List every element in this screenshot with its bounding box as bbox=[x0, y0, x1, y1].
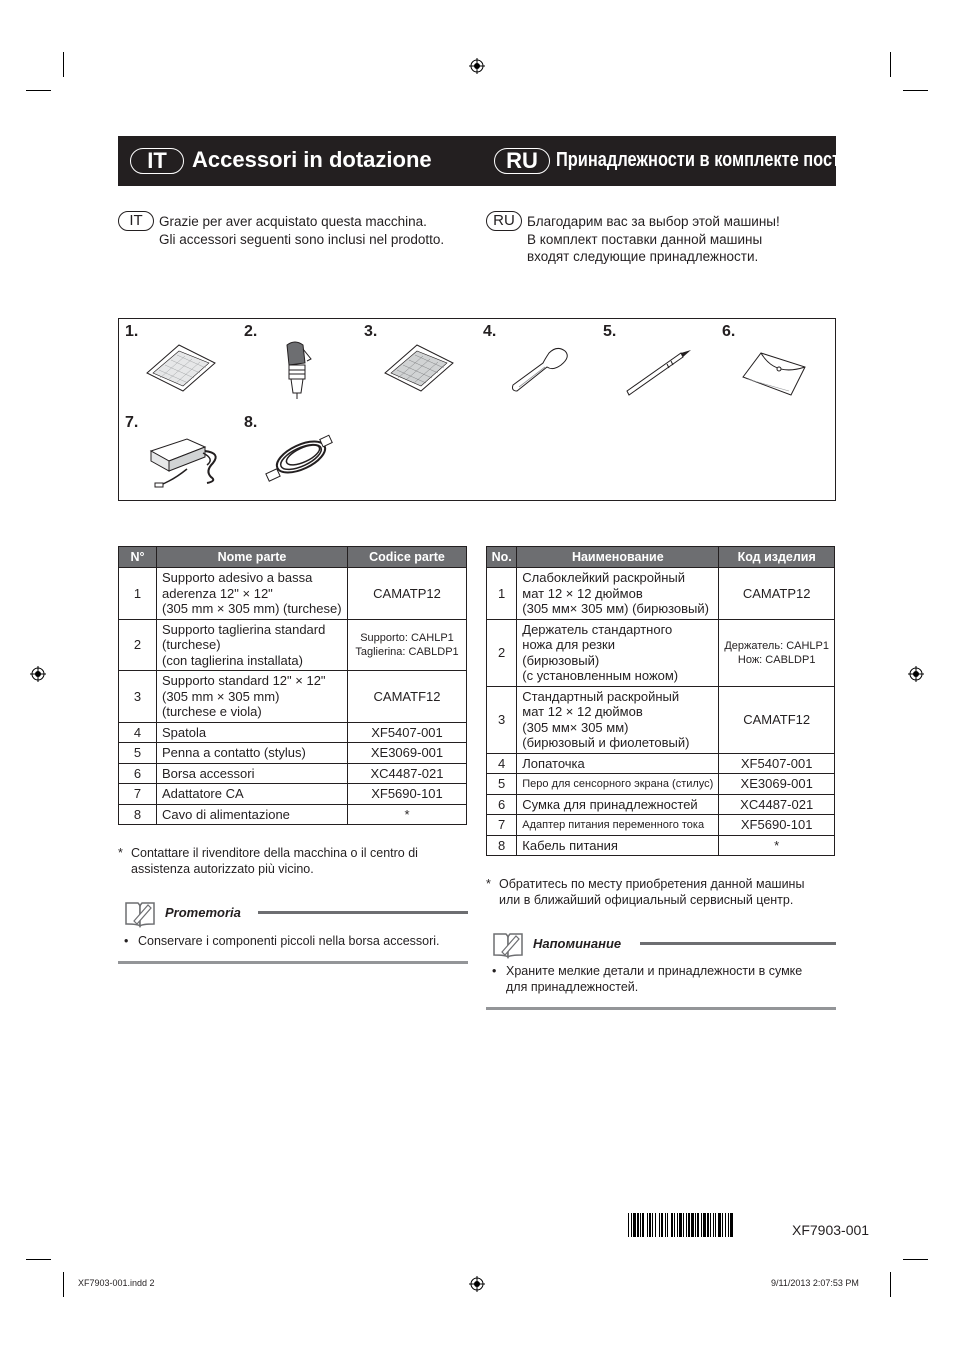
part-code-cell bbox=[719, 835, 835, 856]
cell-line: XC4487-021 bbox=[740, 796, 814, 812]
cell-line: Adattatore CA bbox=[162, 786, 244, 801]
memo-line: для принадлежностей. bbox=[506, 980, 639, 994]
cell-line: Стандартный раскройный bbox=[522, 688, 680, 704]
table-row bbox=[119, 568, 467, 620]
table-row bbox=[487, 794, 835, 815]
part-number-cell: 8 bbox=[487, 835, 517, 856]
cell-line: CAMATF12 bbox=[373, 688, 441, 704]
barcode-bar bbox=[695, 1213, 696, 1237]
cell-line: CAMATP12 bbox=[742, 585, 811, 601]
slug-file-info: XF7903-001.indd 2 bbox=[78, 1278, 155, 1288]
part-name-cell bbox=[517, 686, 719, 753]
part-name-cell bbox=[157, 784, 348, 805]
cell-line: Borsa accessori bbox=[162, 765, 255, 781]
footnote-line: assistenza autorizzato più vicino. bbox=[131, 861, 314, 876]
registration-mark-icon bbox=[469, 1276, 485, 1292]
it-intro-badge: IT bbox=[118, 211, 154, 231]
accessory-number: 2. bbox=[244, 323, 258, 340]
column-header: Наименование bbox=[517, 547, 719, 568]
barcode-bar bbox=[671, 1213, 673, 1237]
cell-line: Держатель: CAHLP1 bbox=[724, 639, 829, 652]
crop-mark bbox=[26, 1259, 51, 1260]
cell-line: CAMATP12 bbox=[373, 585, 441, 601]
memo-bullet: • bbox=[124, 934, 129, 948]
crop-mark bbox=[903, 90, 928, 91]
cell-line: Supporto taglierina standard bbox=[162, 621, 326, 637]
part-number-cell: 7 bbox=[119, 784, 157, 805]
barcode-bar bbox=[665, 1213, 666, 1237]
part-code-cell bbox=[719, 619, 835, 686]
part-name-cell bbox=[157, 763, 348, 784]
part-name-cell bbox=[157, 722, 348, 743]
cell-line: (бирюзовый и фиолетовый) bbox=[522, 735, 690, 750]
table-row bbox=[119, 619, 467, 671]
barcode-bar bbox=[667, 1213, 668, 1237]
memo-rule bbox=[258, 911, 468, 914]
cell-line: Держатель стандартного bbox=[522, 621, 673, 637]
barcode-bar bbox=[631, 1213, 632, 1237]
cell-line: Нож: CABLDP1 bbox=[737, 653, 816, 666]
blade-holder-icon bbox=[277, 339, 317, 401]
cell-line: XF5407-001 bbox=[740, 755, 813, 771]
part-number-cell: 4 bbox=[119, 722, 157, 743]
accessory-number: 6. bbox=[722, 323, 736, 340]
cell-line: (turchese e viola) bbox=[162, 704, 262, 719]
barcode-bar bbox=[637, 1213, 639, 1237]
cell-line: (305 mm × 305 mm) bbox=[162, 688, 280, 704]
barcode-bar bbox=[642, 1213, 644, 1237]
part-code-cell bbox=[348, 743, 467, 764]
cell-line: * bbox=[404, 806, 410, 822]
part-code-cell bbox=[348, 784, 467, 805]
registration-mark-icon bbox=[908, 666, 924, 682]
barcode-bar bbox=[659, 1213, 660, 1237]
cutting-mat-icon bbox=[143, 343, 219, 393]
cell-line: Слабоклейкий раскройный bbox=[522, 570, 686, 585]
cell-line: Spatola bbox=[162, 724, 207, 740]
part-name-cell bbox=[157, 568, 348, 620]
barcode-bar bbox=[640, 1213, 641, 1237]
barcode-bar bbox=[707, 1213, 709, 1237]
barcode-bar bbox=[691, 1213, 694, 1237]
table-row bbox=[487, 835, 835, 856]
it-section-title: Accessori in dotazione bbox=[192, 147, 432, 172]
part-name-cell bbox=[517, 815, 719, 836]
barcode-bar bbox=[652, 1213, 653, 1237]
cell-line: (305 мм× 305 мм) bbox=[522, 719, 629, 735]
ru-intro-badge: RU bbox=[486, 211, 522, 231]
part-code-cell bbox=[719, 686, 835, 753]
table-row bbox=[119, 784, 467, 805]
part-name-cell bbox=[517, 794, 719, 815]
table-row bbox=[487, 753, 835, 774]
part-code-cell bbox=[348, 619, 467, 671]
ru-section-title: Принадлежности в комплекте поставки bbox=[556, 149, 878, 171]
cell-line: Адаптер питания переменного тока bbox=[522, 818, 705, 831]
part-number-cell: 3 bbox=[487, 686, 517, 753]
crop-mark bbox=[63, 52, 64, 77]
cell-line: XE3069-001 bbox=[740, 776, 813, 791]
cell-line: (305 мм× 305 мм) (бирюзовый) bbox=[522, 601, 709, 616]
registration-mark-icon bbox=[469, 58, 485, 74]
barcode-bar bbox=[686, 1213, 687, 1237]
part-number-cell: 2 bbox=[487, 619, 517, 686]
part-number-cell: 3 bbox=[119, 671, 157, 723]
memo-line: Conservare i componenti piccoli nella borsa accessori. bbox=[138, 934, 440, 948]
cell-line: (turchese) bbox=[162, 637, 221, 652]
cell-line: aderenza 12" × 12" bbox=[162, 585, 273, 601]
table-body bbox=[119, 568, 467, 825]
cell-line: Taglierina: CABLDP1 bbox=[355, 645, 459, 658]
table-row bbox=[487, 815, 835, 836]
barcode-bar bbox=[728, 1213, 729, 1237]
footnote-line: Contattare il rivenditore della macchina o il centro di bbox=[131, 846, 418, 860]
power-cord-icon bbox=[261, 431, 341, 487]
part-code-cell bbox=[348, 671, 467, 723]
table-row bbox=[119, 763, 467, 784]
memo-notebook-icon bbox=[124, 899, 156, 929]
barcode-bar bbox=[688, 1213, 690, 1237]
cell-line: Supporto adesivo a bassa bbox=[162, 570, 313, 585]
column-header: Codice parte bbox=[348, 547, 467, 568]
part-name-cell bbox=[517, 619, 719, 686]
it-language-badge: IT bbox=[130, 148, 184, 174]
cell-line: ножа для резки bbox=[522, 637, 615, 652]
memo-bottom-rule bbox=[486, 1007, 836, 1010]
part-number-cell: 4 bbox=[487, 753, 517, 774]
cell-line: Penna a contatto (stylus) bbox=[162, 745, 306, 760]
barcode-bar bbox=[730, 1213, 733, 1237]
barcode-bar bbox=[683, 1213, 684, 1237]
barcode-bar bbox=[674, 1213, 675, 1237]
part-number-cell: 7 bbox=[487, 815, 517, 836]
cell-line: (305 mm × 305 mm) (turchese) bbox=[162, 601, 342, 616]
cell-line: XF5690-101 bbox=[740, 817, 813, 832]
footnote-asterisk: * bbox=[118, 846, 123, 860]
barcode-bar bbox=[725, 1213, 726, 1237]
part-code-cell bbox=[348, 763, 467, 784]
part-number-cell: 6 bbox=[487, 794, 517, 815]
intro-line: Gli accessori seguenti sono inclusi nel prodotto. bbox=[159, 231, 445, 247]
memo-title-ru: Напоминание bbox=[533, 936, 622, 951]
spatula-icon bbox=[509, 345, 575, 395]
crop-mark bbox=[63, 1272, 64, 1297]
barcode-bar bbox=[633, 1213, 636, 1237]
parts-table-ru bbox=[486, 546, 835, 856]
touch-pen-icon bbox=[623, 347, 695, 397]
cell-line: Лопаточка bbox=[522, 755, 585, 771]
part-name-cell bbox=[517, 568, 719, 620]
part-name-cell bbox=[517, 835, 719, 856]
memo-line: Храните мелкие детали и принадлежности в сумке bbox=[506, 964, 803, 978]
accessory-pouch-icon bbox=[739, 347, 811, 399]
crop-mark bbox=[890, 52, 891, 77]
column-header: Код изделия bbox=[719, 547, 835, 568]
barcode-bar bbox=[628, 1213, 629, 1237]
barcode-bar bbox=[649, 1213, 651, 1237]
barcode-bar bbox=[715, 1213, 716, 1237]
footnote-line: или в ближайший официальный сервисный центр. bbox=[499, 892, 794, 907]
cell-line: XF5690-101 bbox=[371, 786, 443, 801]
cell-line: CAMATF12 bbox=[743, 711, 811, 727]
barcode-bar bbox=[703, 1213, 706, 1237]
part-name-cell bbox=[517, 774, 719, 795]
intro-line: входят следующие принадлежности. bbox=[527, 249, 759, 264]
cell-line: Supporto standard 12" × 12" bbox=[162, 673, 326, 688]
part-name-cell bbox=[157, 743, 348, 764]
barcode-bar bbox=[701, 1213, 702, 1237]
intro-line: Благодарим вас за выбор этой машины! bbox=[527, 214, 780, 229]
table-row bbox=[487, 686, 835, 753]
cell-line: Cavo di alimentazione bbox=[162, 806, 290, 822]
slug-timestamp: 9/11/2013 2:07:53 PM bbox=[771, 1278, 859, 1288]
barcode-bar bbox=[655, 1213, 656, 1237]
accessory-number: 7. bbox=[125, 414, 139, 431]
part-code-cell bbox=[719, 815, 835, 836]
standard-mat-icon bbox=[381, 343, 457, 393]
part-code-cell bbox=[348, 568, 467, 620]
cell-line: Supporto: CAHLP1 bbox=[360, 631, 454, 644]
table-row bbox=[487, 774, 835, 795]
barcode-bar bbox=[677, 1213, 678, 1237]
accessory-number: 1. bbox=[125, 323, 139, 340]
it-intro-text bbox=[159, 213, 444, 248]
table-row bbox=[119, 743, 467, 764]
memo-notebook-icon bbox=[492, 930, 524, 960]
intro-line: В комплект поставки данной машины bbox=[527, 231, 763, 247]
memo-title-it: Promemoria bbox=[165, 905, 241, 920]
barcode-icon bbox=[628, 1213, 780, 1237]
barcode-bar bbox=[661, 1213, 663, 1237]
ru-language-badge: RU bbox=[494, 148, 550, 174]
cell-line: (con taglierina installata) bbox=[162, 652, 303, 668]
column-header: Nome parte bbox=[157, 547, 348, 568]
part-number-cell: 5 bbox=[119, 743, 157, 764]
part-name-cell bbox=[157, 804, 348, 825]
cell-line: мат 12 × 12 дюймов bbox=[522, 704, 643, 719]
section-header bbox=[118, 136, 878, 186]
memo-bullet: • bbox=[492, 964, 497, 978]
accessory-number: 4. bbox=[483, 323, 497, 340]
footnote-line: Обратитесь по месту приобретения данной машины bbox=[499, 877, 805, 891]
part-code-cell bbox=[719, 794, 835, 815]
cell-line: XE3069-001 bbox=[370, 745, 444, 760]
table-body bbox=[487, 568, 835, 856]
accessory-number: 8. bbox=[244, 414, 258, 431]
memo-rule bbox=[640, 942, 836, 945]
part-number-cell: 5 bbox=[487, 774, 517, 795]
accessory-number: 5. bbox=[603, 323, 617, 340]
part-name-cell bbox=[157, 619, 348, 671]
table-row bbox=[487, 568, 835, 620]
accessory-number: 3. bbox=[364, 323, 378, 340]
part-number-cell: 1 bbox=[119, 568, 157, 620]
crop-mark bbox=[903, 1259, 928, 1260]
barcode-bar bbox=[713, 1213, 714, 1237]
table-row bbox=[119, 722, 467, 743]
barcode-bar bbox=[722, 1213, 723, 1237]
cell-line: XC4487-021 bbox=[370, 765, 444, 781]
crop-mark bbox=[890, 1272, 891, 1297]
barcode-bar bbox=[697, 1213, 699, 1237]
cell-line: Кабель питания bbox=[522, 837, 618, 853]
crop-mark bbox=[26, 90, 51, 91]
column-header: No. bbox=[487, 547, 517, 568]
part-code-cell bbox=[719, 753, 835, 774]
cell-line: Сумка для принадлежностей bbox=[522, 796, 698, 812]
ru-intro-text bbox=[527, 213, 780, 266]
footnote-asterisk: * bbox=[486, 877, 491, 891]
part-number-cell: 2 bbox=[119, 619, 157, 671]
accessories-illustration-box bbox=[118, 318, 836, 501]
ac-adapter-icon bbox=[147, 431, 227, 491]
part-code-cell bbox=[719, 568, 835, 620]
cell-line: XF5407-001 bbox=[371, 724, 443, 740]
table-row bbox=[487, 619, 835, 686]
barcode-bar bbox=[718, 1213, 721, 1237]
memo-bottom-rule bbox=[118, 961, 468, 964]
cell-line: * bbox=[774, 837, 780, 853]
part-code-cell bbox=[348, 722, 467, 743]
part-name-cell bbox=[157, 671, 348, 723]
cell-line: (с установленным ножом) bbox=[522, 668, 679, 683]
part-number-cell: 1 bbox=[487, 568, 517, 620]
parts-table-it bbox=[118, 546, 467, 825]
cell-line: (бирюзовый) bbox=[522, 652, 600, 668]
table-row bbox=[119, 804, 467, 825]
intro-line: Grazie per aver acquistato questa macchina. bbox=[159, 214, 427, 229]
part-number: XF7903-001 bbox=[792, 1222, 870, 1238]
part-name-cell bbox=[517, 753, 719, 774]
part-code-cell bbox=[348, 804, 467, 825]
cell-line: мат 12 × 12 дюймов bbox=[522, 585, 643, 601]
barcode-bar bbox=[679, 1213, 682, 1237]
registration-mark-icon bbox=[30, 666, 46, 682]
barcode-bar bbox=[710, 1213, 711, 1237]
table-row bbox=[119, 671, 467, 723]
cell-line: Перо для сенсорного экрана (стилус) bbox=[522, 777, 714, 790]
column-header: N° bbox=[119, 547, 157, 568]
barcode-bar bbox=[647, 1213, 648, 1237]
part-number-cell: 8 bbox=[119, 804, 157, 825]
part-code-cell bbox=[719, 774, 835, 795]
part-number-cell: 6 bbox=[119, 763, 157, 784]
